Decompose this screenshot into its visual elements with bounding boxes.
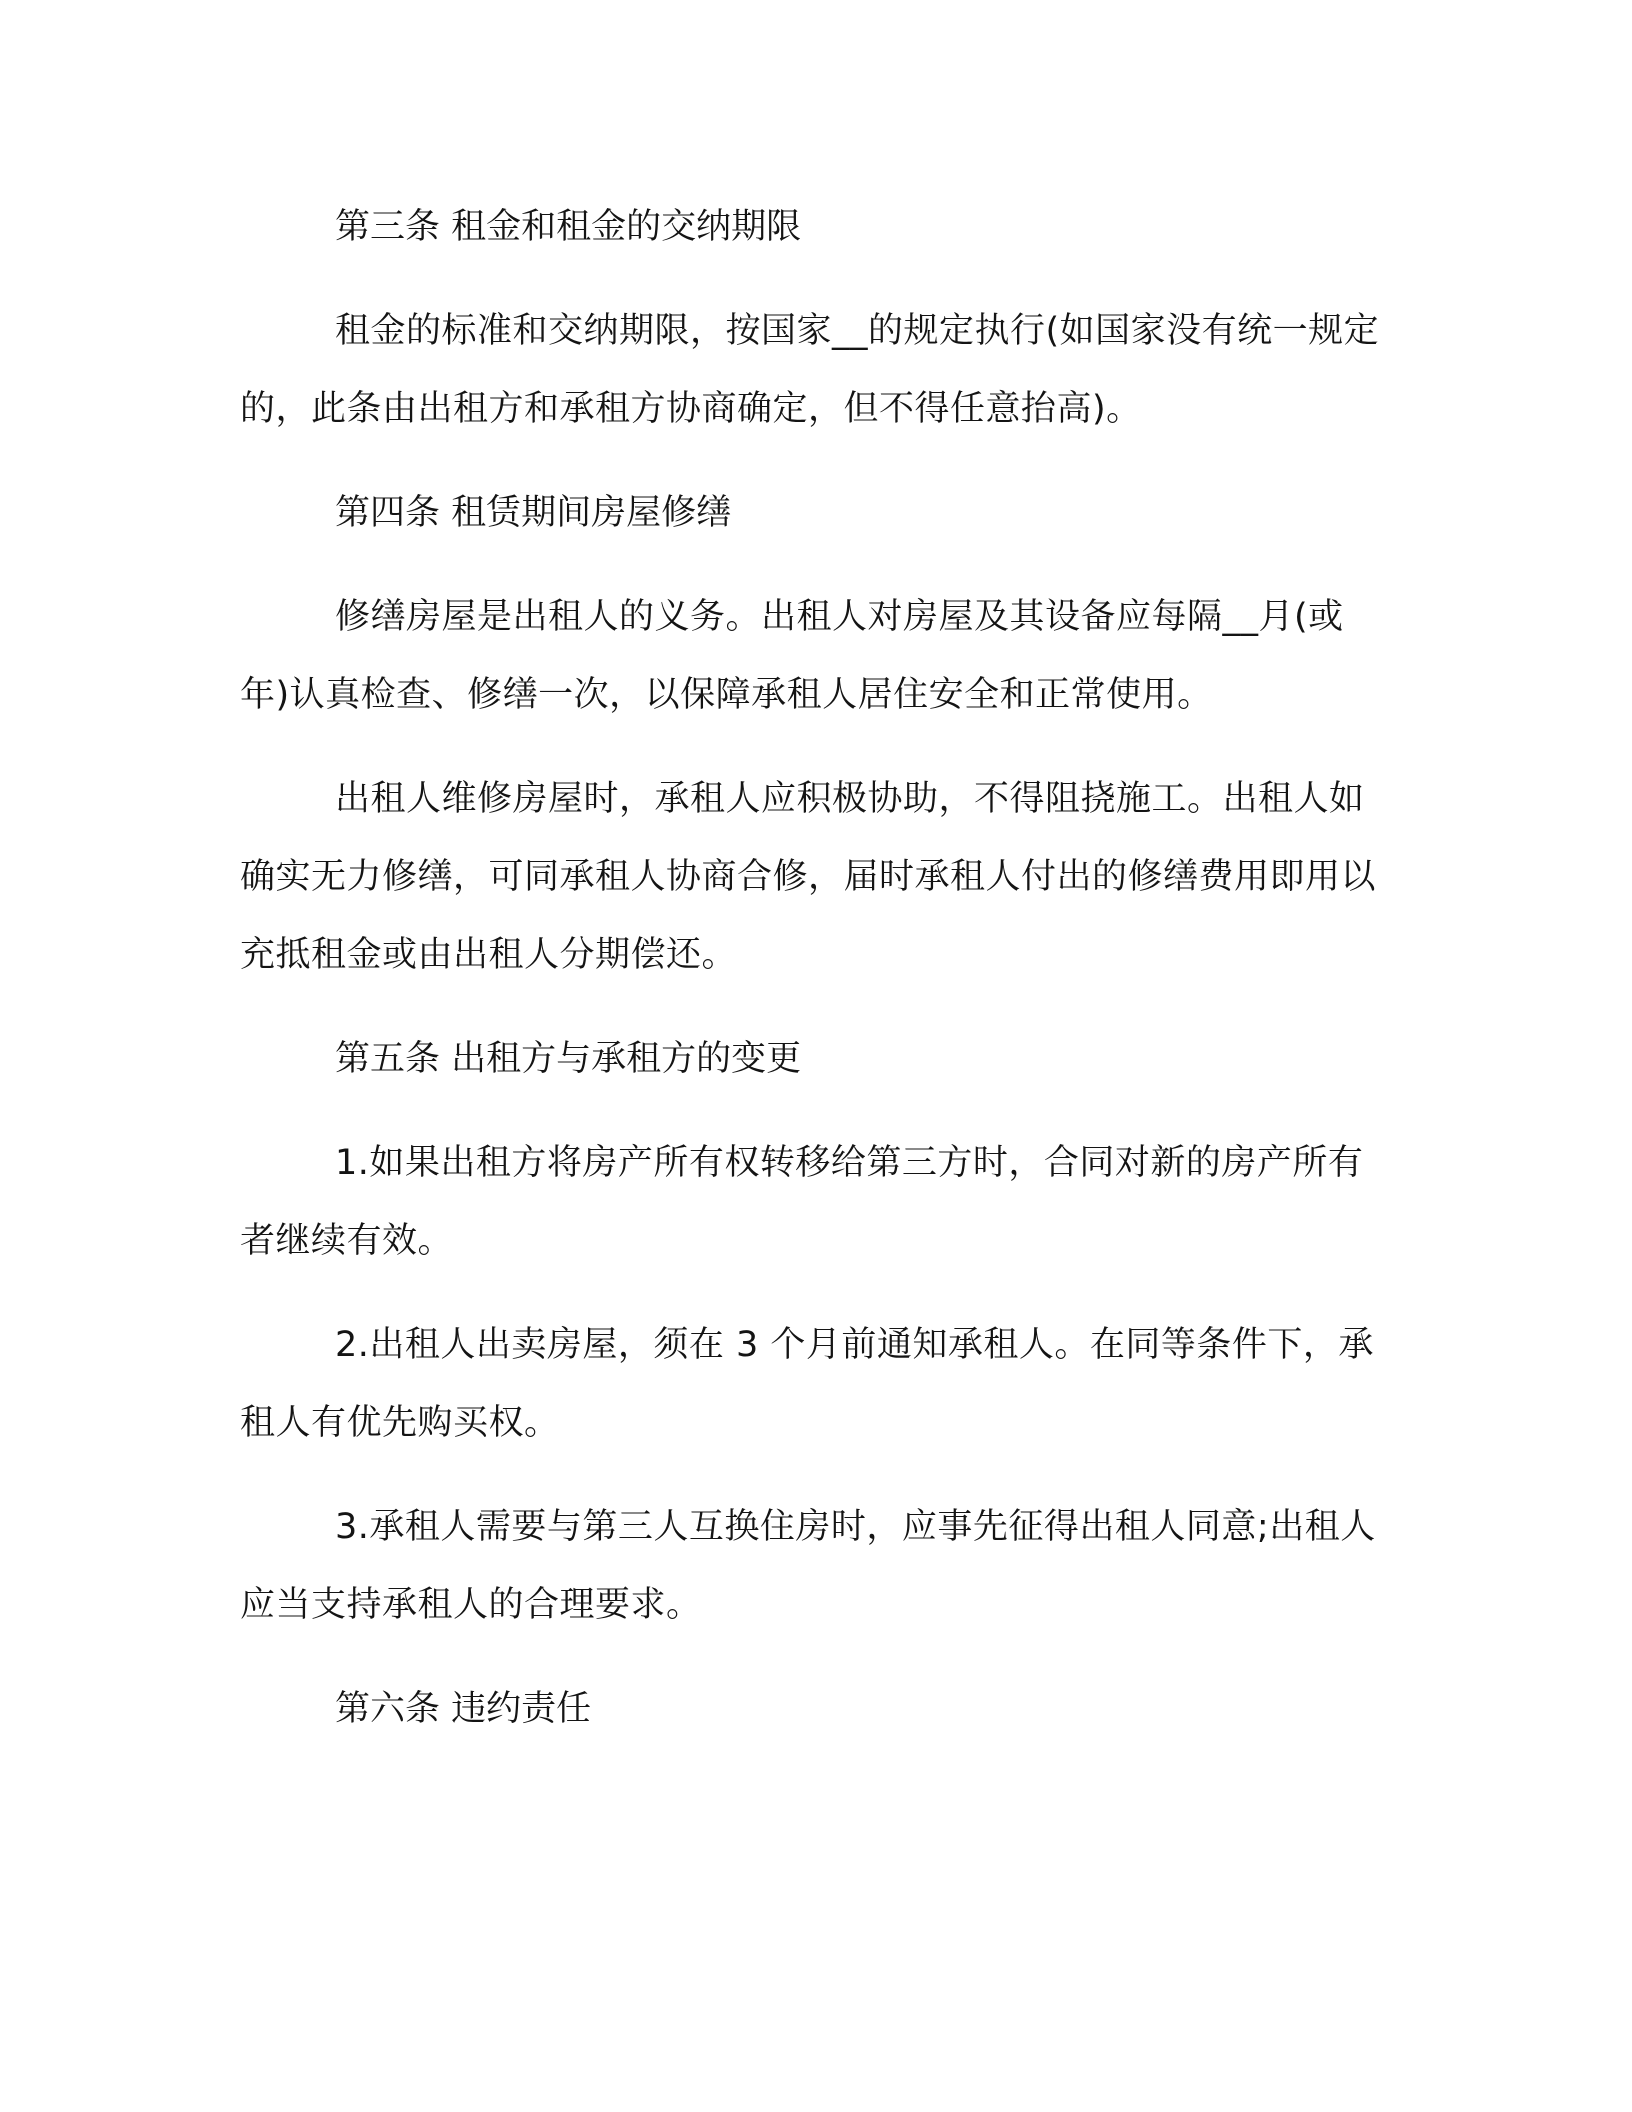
document-body	[240, 188, 1380, 1748]
section-heading-article-6: 第六条 违约责任	[335, 1689, 592, 1729]
paragraph-repair-duty: 修缮房屋是出租人的义务。出租人对房屋及其设备应每隔__月(或年)认真检查、修缮一次，以保障承租人居住安全和正常使用。	[240, 597, 1344, 715]
section-heading-article-5: 第五条 出租方与承租方的变更	[335, 1039, 802, 1079]
paragraph-change-1: 1.如果出租方将房产所有权转移给第三方时，合同对新的房产所有者继续有效。	[240, 1143, 1364, 1261]
section-heading-article-3: 第三条 租金和租金的交纳期限	[335, 207, 802, 247]
paragraph-repair-cooperation: 出租人维修房屋时，承租人应积极协助，不得阻挠施工。出租人如确实无力修缮，可同承租人协商合修，届时承租人付出的修缮费用即用以充抵租金或由出租人分期偿还。	[240, 779, 1377, 975]
paragraph-rent-standard: 租金的标准和交纳期限，按国家__的规定执行(如国家没有统一规定的，此条由出租方和承租方协商确定，但不得任意抬高)。	[240, 311, 1380, 429]
paragraph-change-3: 3.承租人需要与第三人互换住房时，应事先征得出租人同意;出租人应当支持承租人的合理要求。	[240, 1507, 1376, 1625]
paragraph-change-2: 2.出租人出卖房屋，须在 3 个月前通知承租人。在同等条件下，承租人有优先购买权。	[240, 1325, 1374, 1443]
section-heading-article-4: 第四条 租赁期间房屋修缮	[335, 493, 732, 533]
